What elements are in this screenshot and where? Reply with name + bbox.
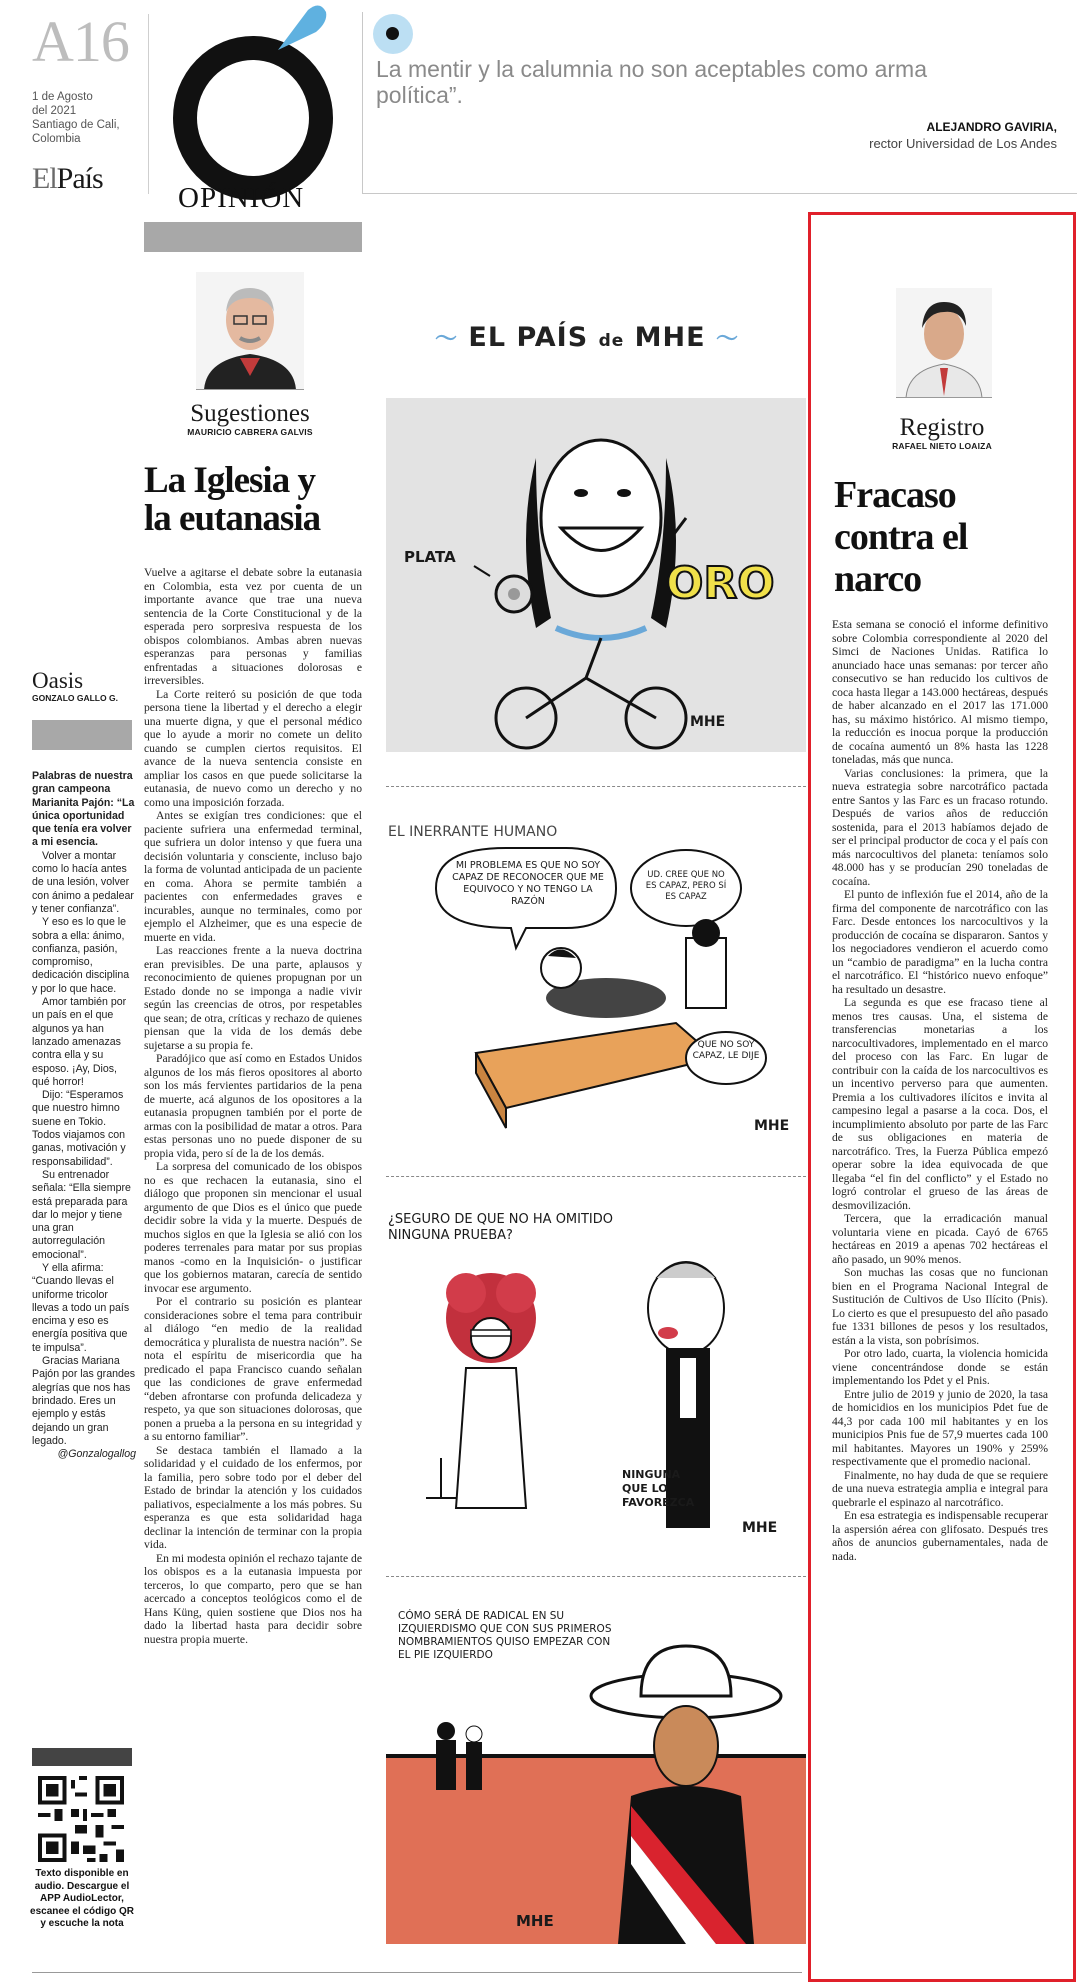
label-plata: PLATA — [404, 548, 456, 566]
headline-line-1: La Iglesia y — [144, 460, 315, 501]
label-oro: ORO — [666, 558, 775, 609]
cartoon-panel-3 — [386, 1208, 806, 1548]
columnist-photo-nieto — [896, 288, 992, 398]
quote-role: rector Universidad de Los Andes — [869, 136, 1057, 151]
portrait-icon — [196, 272, 304, 390]
headline-line-3: narco — [834, 558, 922, 600]
audio-strip — [32, 1748, 132, 1766]
cartoon-separator — [386, 1576, 806, 1577]
sidebar-bar — [32, 720, 132, 750]
date-line-3: Santiago de Cali, — [32, 119, 120, 131]
columnist-photo-cabrera — [196, 272, 304, 390]
signature: MHE — [754, 1118, 790, 1134]
qr-code-icon[interactable] — [38, 1776, 124, 1862]
newspaper-logo — [32, 162, 103, 196]
headline-iglesia — [144, 462, 384, 538]
speech-bubble: QUE NO SOY CAPAZ, LE DIJE — [692, 1040, 760, 1061]
paragraph: Se destaca también el llamado a la solidaridad y el cuidado de los enfermos, por la familia, pero sobre todo por el deber del Estado de brindar la atención y los cuidados paliativos, especialmente a los más pobres. Su esperanza es que esta solidaridad haga declinar la intención de terminar con la propia vida. — [144, 1443, 362, 1551]
cartoon-panel-2 — [386, 818, 806, 1148]
speech-bubble: MI PROBLEMA ES QUE NO SOY CAPAZ DE RECONOCER QUE ME EQUIVOCO Y NO TENGO LA RAZÓN — [452, 860, 604, 907]
oasis-paragraph: Y ella afirma: “Cuando llevas el uniforme tricolor llevas a todo un país encima y eso es energía positiva que te impulsa”. — [32, 1261, 130, 1354]
oasis-paragraph: Y eso es lo que le sobra a ella: ánimo, confianza, pasión, compromiso, dedicación disciplina y por lo que hace. — [32, 916, 130, 995]
cartoon-title: EL INERRANTE HUMANO — [388, 824, 558, 840]
paragraph: Son muchas las cosas que no funcionan bien en el Programa Nacional Integral de Sustitución de Cultivos de Uso Ilícito (Pnis). Lo cierto es que el presupuesto del año pasado fue 1331 billones de pesos y los resultados, están a la vista, son pobrísimos. — [832, 1266, 1048, 1347]
paragraph: La Corte reiteró su posición de que toda persona tiene la libertad y el derecho a elegir una muerte digna, y que el personal médico que lo ayude a morir no comete un delito cuando se cumplen ciertos requisitos. El avance de la nueva sentencia consiste en ampliar los casos en que puede solicitarse la eutanasia, de nuevo como un derecho y no como una imposición forzada. — [144, 687, 362, 809]
signature: MHE — [742, 1520, 778, 1536]
paragraph: Antes se exigían tres condiciones: que el paciente sufriera una enfermedad terminal, que sufriera un dolor intenso y que fuera una decisión voluntaria y consciente, incluso bajo la forma de voluntad anticipada de un paciente en coma. Ahora se permite también a pacientes con enfermedades graves e incurables, aunque no terminales, como por ejemplo el Alzheimer, que es una especie de muerte en vida. — [144, 809, 362, 944]
paragraph: Tercera, que la erradicación manual voluntaria viene en picada. Cayó de 6765 hectáreas en 2019 a apenas 702 hectáreas el año pasado, un 90% menos. — [832, 1212, 1048, 1266]
paragraph: La segunda es que ese fracaso tiene al menos tres causas. Una, el sistema de transferencias monetarias a los narcocultivadores, implementado en el marco del proceso con las Farc. En lugar de contribuir con la caída de los narcocultivos es un incentivo perverso para que aumenten. Premia a los cultivadores ilícitos e invita al campesino legal a pasarse a la coca. Dos, el incumplimiento absoluto por parte de las Farc de sus obligaciones en materia de narcotráfico. Tres, la Fuerza Pública empezó operar sobre la idea equivocada de que llegaba “el fin del conflicto” y el Estado no logró controlar el grueso de las áreas de desmovilización. — [832, 996, 1048, 1212]
portrait-icon — [896, 288, 992, 398]
quote-of-day — [362, 12, 1077, 194]
brand-el: El — [32, 162, 57, 195]
cartoon-question: ¿SEGURO DE QUE NO HA OMITIDO NINGUNA PRUEBA? — [388, 1212, 613, 1243]
headline-line-1: Fracaso — [834, 474, 956, 516]
quote-icon — [373, 14, 413, 54]
headline-line-2: contra el — [834, 516, 968, 558]
column-name-registro: Registro — [899, 414, 985, 441]
article-body-iglesia — [144, 566, 362, 1646]
justice-cartoon — [386, 1208, 806, 1548]
cartoon-separator — [386, 1176, 806, 1177]
headline-line-2: la eutanasia — [144, 498, 321, 539]
swirl-right-icon: 〜 — [716, 327, 740, 352]
author-cabrera: MAURICIO CABRERA GALVIS — [187, 427, 313, 437]
paragraph: En esa estrategia es indispensable recuperar la aspersión aérea con glifosato. Después tres años de anuncios gubernamentales, nada de nada. — [832, 1509, 1048, 1563]
signature: MHE — [516, 1912, 554, 1930]
oasis-paragraph: Su entrenador señala: “Ella siempre está preparada para dar lo mejor y tiene una gran autorregulación emocional”. — [32, 1168, 131, 1261]
headline-fracaso — [834, 474, 1064, 600]
date-line-4: Colombia — [32, 133, 81, 145]
title-main: EL PAÍS — [468, 322, 589, 353]
oasis-body — [32, 770, 136, 1461]
paragraph: Varias conclusiones: la primera, que la nueva estrategia sobre narcotráfico pactada entre Santos y las Farc es un fracaso rotundo. Después de varios años de reducción sostenida, para el 2013 habíamos dejado de ser el principal productor de coca y el país con más narcocultivos del planeta: teníamos solo 48.000 has y se producían 290 toneladas de cocaína. — [832, 766, 1049, 888]
section-title: OPINIÓN — [178, 182, 305, 214]
cartoon-section-title — [432, 322, 742, 362]
paragraph: Vuelve a agitarse el debate sobre la eutanasia en Colombia, esta vez por cuenta de un importante avance que trae una nueva sentencia de la Corte Constitucional y de la esperada pero sorpresiva respuesta de los obispos colombianos. Ambas abren nuevas esperanzas para personas y familias enfrentadas a situaciones dolorosas e irreversibles. — [144, 566, 362, 687]
quote-text: La mentir y la calumnia no son aceptables como arma política”. — [376, 56, 928, 108]
date-line-2: del 2021 — [32, 105, 77, 117]
dateline — [32, 90, 142, 146]
accent-mark — [278, 5, 326, 50]
speech-bubble: UD. CREE QUE NO ES CAPAZ, PERO SÍ ES CAPAZ — [645, 870, 727, 902]
cartoon-panel-4 — [386, 1606, 806, 1944]
audio-note: Texto disponible en audio. Descargue el APP AudioLector, escanee el código QR y escuche la nota — [30, 1868, 134, 1929]
column-name-oasis: Oasis — [32, 668, 84, 693]
header-divider — [148, 14, 149, 194]
paragraph: Por el contrario su posición es plantear consideraciones sobre el tema para contribuir al diálogo “en medio de la realidad democrática y pluralista de nuestra nación”. Se nota el espíritu de misericordia que ha predicado el papa Francisco cuando señalan que las condiciones de grave enfermedad “deben afrontarse con profunda delicadeza y respeto, ya que son situaciones dolorosas, que ponen a prueba a la persona en su integridad y a su entorno familiar”. — [144, 1295, 362, 1443]
paragraph: Finalmente, no hay duda de que se requiere de una nueva estrategia amplia e integral para quebrarle el espinazo al narcotráfico. — [832, 1468, 1048, 1509]
paragraph: Las reacciones frente a la nueva doctrina eran previsibles. De una parte, aplausos y reconocimiento de quienes propugnan por un Estado donde no se imponga a nadie vivir según las creencias de otros, por respetables que sean; de otra, críticas y rechazo de quienes piensan que la vida de los demás debe sujetarse a su propia fe. — [144, 944, 362, 1052]
oasis-paragraph: Gracias Mariana Pajón por las grandes alegrías que nos has brindado. Eres un ejemplo y estás dejando un gran legado. — [32, 1355, 136, 1447]
bottom-rule — [32, 1972, 802, 1973]
paragraph: Por otro lado, cuarta, la violencia homicida viene concentrándose donde se están implementando los Pdet y el Pnis. — [832, 1347, 1048, 1387]
author-nieto: RAFAEL NIETO LOAIZA — [892, 441, 992, 451]
cartoon-caption: CÓMO SERÁ DE RADICAL EN SU IZQUIERDISMO QUE CON SUS PRIMEROS NOMBRAMIENTOS QUISO EMPEZAR CON EL PIE IZQUIERDO — [398, 1610, 612, 1661]
oasis-lead: Palabras de nuestra gran campeona Marianita Pajón: “La única oportunidad que tenía era volver a mi esencia. — [32, 770, 135, 849]
title-mhe: MHE — [634, 322, 706, 353]
column-name-sugestiones: Sugestiones — [190, 400, 310, 427]
oasis-paragraph: Volver a montar como lo hacía antes de una lesión, volver con ánimo a pedalear y tener confianza”. — [32, 849, 134, 915]
swirl-left-icon: 〜 — [434, 327, 458, 352]
date-line-1: 1 de Agosto — [32, 91, 93, 103]
title-de: de — [598, 331, 625, 351]
paragraph: Esta semana se conoció el informe definitivo sobre Colombia correspondiente al 2020 del Simci de Naciones Unidas. Ratifica lo anunciado hace unas semanas: por tercer año consecutivo se han reducido los cultivos de coca hasta llegar a 143.000 hectáreas, después de haber alcanzado en el 2017 las 171.000 has, su máximo histórico. Al mismo tiempo, la reducción es inocua porque la producción de cocaína aumentó un 8% hasta las 1228 toneladas, más que nunca. — [832, 618, 1048, 766]
paragraph: Entre julio de 2019 y junio de 2020, la tasa de homicidios en los municipios Pdet fue de 44,3 por cada 100 mil habitantes y en los municipios Pnis fue de 57,9 muertes cada 100 mil habitantes. Mayores un 190% y 259% respectivamente que el promedio nacional. — [832, 1387, 1048, 1468]
oasis-paragraph: Dijo: “Esperamos que nuestro himno suene en Tokio. Todos viajamos con ganas, motivación y responsabilidad”. — [32, 1089, 126, 1168]
brand-pais: País — [56, 162, 103, 195]
author-gallo: GONZALO GALLO G. — [32, 693, 118, 703]
paragraph: En mi modesta opinión el rechazo tajante de los obispos es a la eutanasia impuesta por terceros, lo que comparto, pero que se han acercado a conceptos teológicos como el de Hans Küng, quien sostiene que Dios nos ha dado la libertad hasta para decidir sobre nuestra propia muerte. — [144, 1551, 362, 1646]
paragraph: El punto de inflexión fue el 2014, año de la firma del componente de narcotráfico con las Farc. Desde entonces los narcocultivos y la producción de cocaína se dispararon. Santos y los negociadores vendieron el acuerdo como un “cambio de paradigma” en la lucha contra el narcotráfico. El “histórico nuevo enfoque” ha resultado un desastre. — [832, 888, 1048, 996]
article-body-fracaso — [832, 618, 1048, 1563]
cartoon-separator — [386, 786, 806, 787]
oasis-paragraph: Amor también por un país en el que algunos ya han lanzado amenazas contra ella y su esposo. ¡Ay, Dios, qué horror! — [32, 996, 127, 1088]
page-number: A16 — [32, 9, 129, 74]
cartoon-answer: NINGUNA QUE LO FAVOREZCA — [622, 1468, 695, 1509]
section-bar — [144, 222, 362, 252]
signature: MHE — [690, 714, 726, 730]
paragraph: Paradójico que así como en Estados Unidos algunos de los más fieros opositores al aborto son los más fervientes partidarios de la pena de muerte, acá algunos de los opositores a la eutanasia propugnen también por el porte de armas con la posibilidad de matar a otros. Para estas personas uno no puede disponer de su propia vida, pero sí de la de los demás. — [144, 1052, 362, 1160]
quote-author: ALEJANDRO GAVIRIA, — [926, 120, 1057, 134]
oasis-handle: @Gonzalogallog — [57, 1448, 136, 1461]
paragraph: La sorpresa del comunicado de los obispos no es que rechacen la eutanasia, sino el diálogo que proponen sin mencionar el usual argumento de que Dios es el único que puede decidir sobre la vida y la muerte. Después de muchos siglos en que la Iglesia se alió con los poderes terrenales para matar por sus propias manos -como en la Inquisición- o justificar que los gobiernos mataran, carecía de sentido invocar ese argumento. — [144, 1160, 362, 1295]
cartoon-panel-1 — [386, 398, 806, 752]
